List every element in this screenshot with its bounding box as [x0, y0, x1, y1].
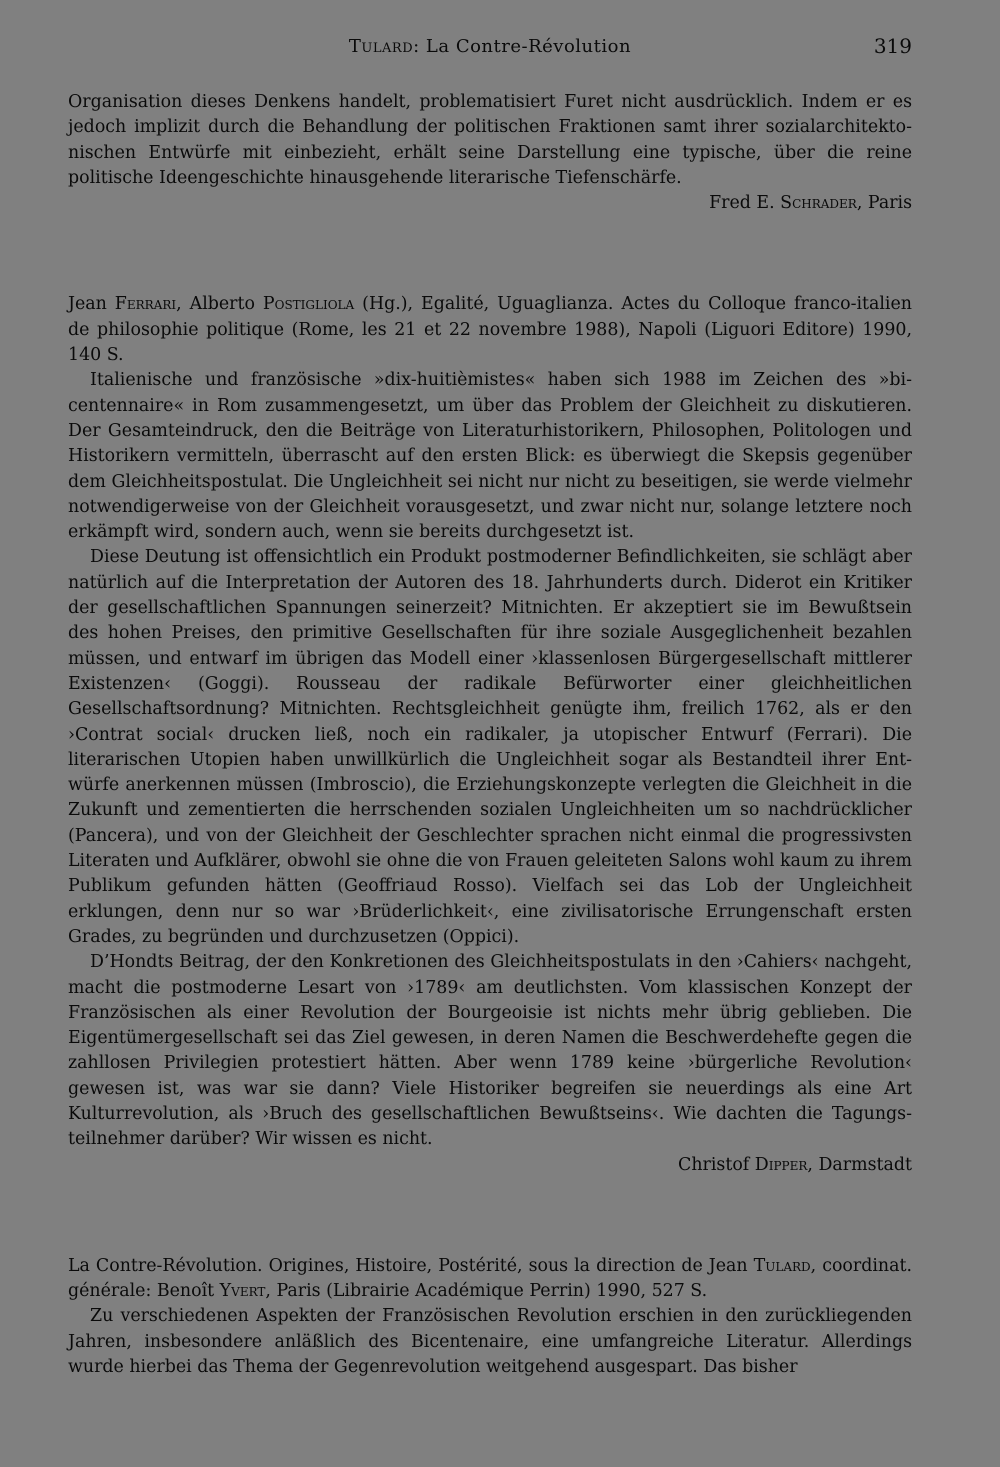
bibliographic-details: , coordinat. générale: Benoît	[68, 1255, 912, 1302]
reviewer-last-name: Dipper	[754, 1154, 808, 1175]
review1-tail-paragraph: Organisation dieses Denkens handelt, problematisiert Furet nicht ausdrücklich. Indem er es jedoch implizit durch die Behandlung der politischen Fraktionen samt ihrer sozialarchitektonischen Entwürfe mit einbezieht, erhält seine Darstellung eine typische, über die reine politische Ideengeschichte hinausgehende literarische Tiefenschärfe.	[68, 92, 912, 188]
review2-bibliographic-heading	[68, 292, 912, 368]
review2-signature	[68, 1153, 912, 1178]
journal-page	[68, 0, 912, 1467]
running-head-title	[68, 36, 912, 57]
section-gap	[68, 1178, 912, 1254]
reviewer-place: , Paris	[856, 193, 912, 214]
bibliographic-details: (Hg.), Egalité, Uguaglianza. Actes du Colloque franco-italien de philosophie politique (Rome, les 21 et 22 novembre 1988), Napoli (Liguori Editore) 1990, 140 S.	[68, 294, 912, 366]
review1-signature	[68, 191, 912, 216]
section-gap	[68, 216, 912, 292]
running-head	[68, 36, 912, 64]
coordinator-last-name: Yvert	[219, 1281, 266, 1302]
reviewer-last-name: Schrader	[780, 193, 857, 214]
reviewer-first-name: Fred E.	[709, 193, 781, 214]
page-number: 319	[873, 34, 912, 58]
page-body	[68, 90, 912, 1380]
editor-first-name: , Alberto	[176, 294, 263, 315]
book-title: La Contre-Révolution. Origines, Histoire, Postérité, sous la direction de Jean	[68, 1255, 754, 1276]
editor-last-name: Postigliola	[262, 294, 355, 315]
editor-first-name: Jean	[68, 294, 115, 315]
editor-last-name: Tulard	[753, 1255, 811, 1276]
review3-paragraph-1: Zu verschiedenen Aspekten der Französischen Revolution erschien in den zurückliegenden Jahren, insbesondere anläßlich des Bicentenaire, eine umfangreiche Literatur. Allerdings wurde hierbei das Thema der Gegenrevolution weitgehend ausgespart. Das bisher	[68, 1306, 912, 1378]
editor-last-name: Ferrari	[114, 294, 177, 315]
review2-paragraph-3: D’Hondts Beitrag, der den Konkretionen des Gleichheitspostulats in den ›Cahiers‹ nachgeht, macht die postmoderne Lesart von ›1789‹ am deutlichsten. Vom klassischen Konzept der Französischen als einer Revolution der Bourgeoisie ist nichts mehr übrig geblieben. Die Eigentümergesellschaft sei das Ziel gewesen, in deren Namen die Beschwerdehefte gegen die zahllosen Privilegien protestiert hätten. Aber wenn 1789 keine ›bürgerliche Revolution‹ gewesen ist, was war sie dann? Viele Historiker begreifen sie neuerdings als eine Art Kulturrevolution, als ›Bruch des gesellschaftlichen Bewußtseins‹. Wie dachten die Tagungsteilnehmer darüber? Wir wissen es nicht.	[68, 952, 912, 1150]
review2-paragraph-1: Italienische und französische »dix-huitièmistes« haben sich 1988 im Zeichen des »bicentennaire« in Rom zusammengesetzt, um über das Problem der Gleichheit zu diskutieren. Der Gesamteindruck, den die Beiträge von Literaturhistorikern, Philosophen, Politologen und Historikern vermitteln, überrascht auf den ersten Blick: es überwiegt die Skepsis gegenüber dem Gleichheitspostulat. Die Ungleichheit sei nicht nur nicht zu beseitigen, sie werde vielmehr notwendigerweise von der Gleichheit vorausgesetzt, und zwar nicht nur, solange letztere noch erkämpft wird, sondern auch, wenn sie bereits durchgesetzt ist.	[68, 370, 912, 543]
reviewer-place: , Darmstadt	[807, 1154, 912, 1175]
review3-bibliographic-heading	[68, 1254, 912, 1305]
bibliographic-details: , Paris (Librairie Académique Perrin) 1990, 527 S.	[265, 1281, 708, 1302]
review2-paragraph-2: Diese Deutung ist offensichtlich ein Produkt postmoderner Befindlichkeiten, sie schlägt aber natürlich auf die Interpretation der Autoren des 18. Jahrhunderts durch. Diderot ein Kritiker der gesellschaftlichen Spannungen seinerzeit? Mitnichten. Er akzeptiert sie im Bewußtsein des hohen Preises, den primitive Gesellschaften für ihre soziale Ausgeglichenheit bezahlen müssen, und entwarf im übrigen das Modell einer ›klassenlosen Bürgergesellschaft mittlerer Existenzen‹ (Goggi). Rousseau der radikale Befürworter einer gleichheitlichen Gesellschaftsordnung? Mitnichten. Rechtsgleichheit genügte ihm, freilich 1762, als er den ›Contrat social‹ drucken ließ, noch ein radikaler, ja utopischer Entwurf (Ferrari). Die literarischen Utopien haben unwillkürlich die Ungleichheit sogar als Bestandteil ihrer Entwürfe anerkennen müssen (Imbroscio), die Erziehungskonzepte verlegten die Gleichheit in die Zukunft und zementierten die herrschenden sozialen Ungleichheiten um so nachdrücklicher (Pancera), und von der Gleichheit der Geschlechter sprachen nicht einmal die progressivsten Literaten und Aufklärer, obwohl sie ohne die von Frauen geleiteten Salons wohl kaum zu ihrem Publikum gefunden hätten (Geoffriaud Rosso). Vielfach sei das Lob der Ungleichheit erklungen, denn nur so war ›Brüderlichkeit‹, eine zivilisatorische Errungenschaft ersten Grades, zu begründen und durchzusetzen (Oppici).	[68, 547, 912, 947]
reviewer-first-name: Christof	[678, 1154, 755, 1175]
running-head-author: Tulard	[348, 36, 414, 57]
running-head-book-title: : La Contre-Révolution	[413, 36, 632, 57]
